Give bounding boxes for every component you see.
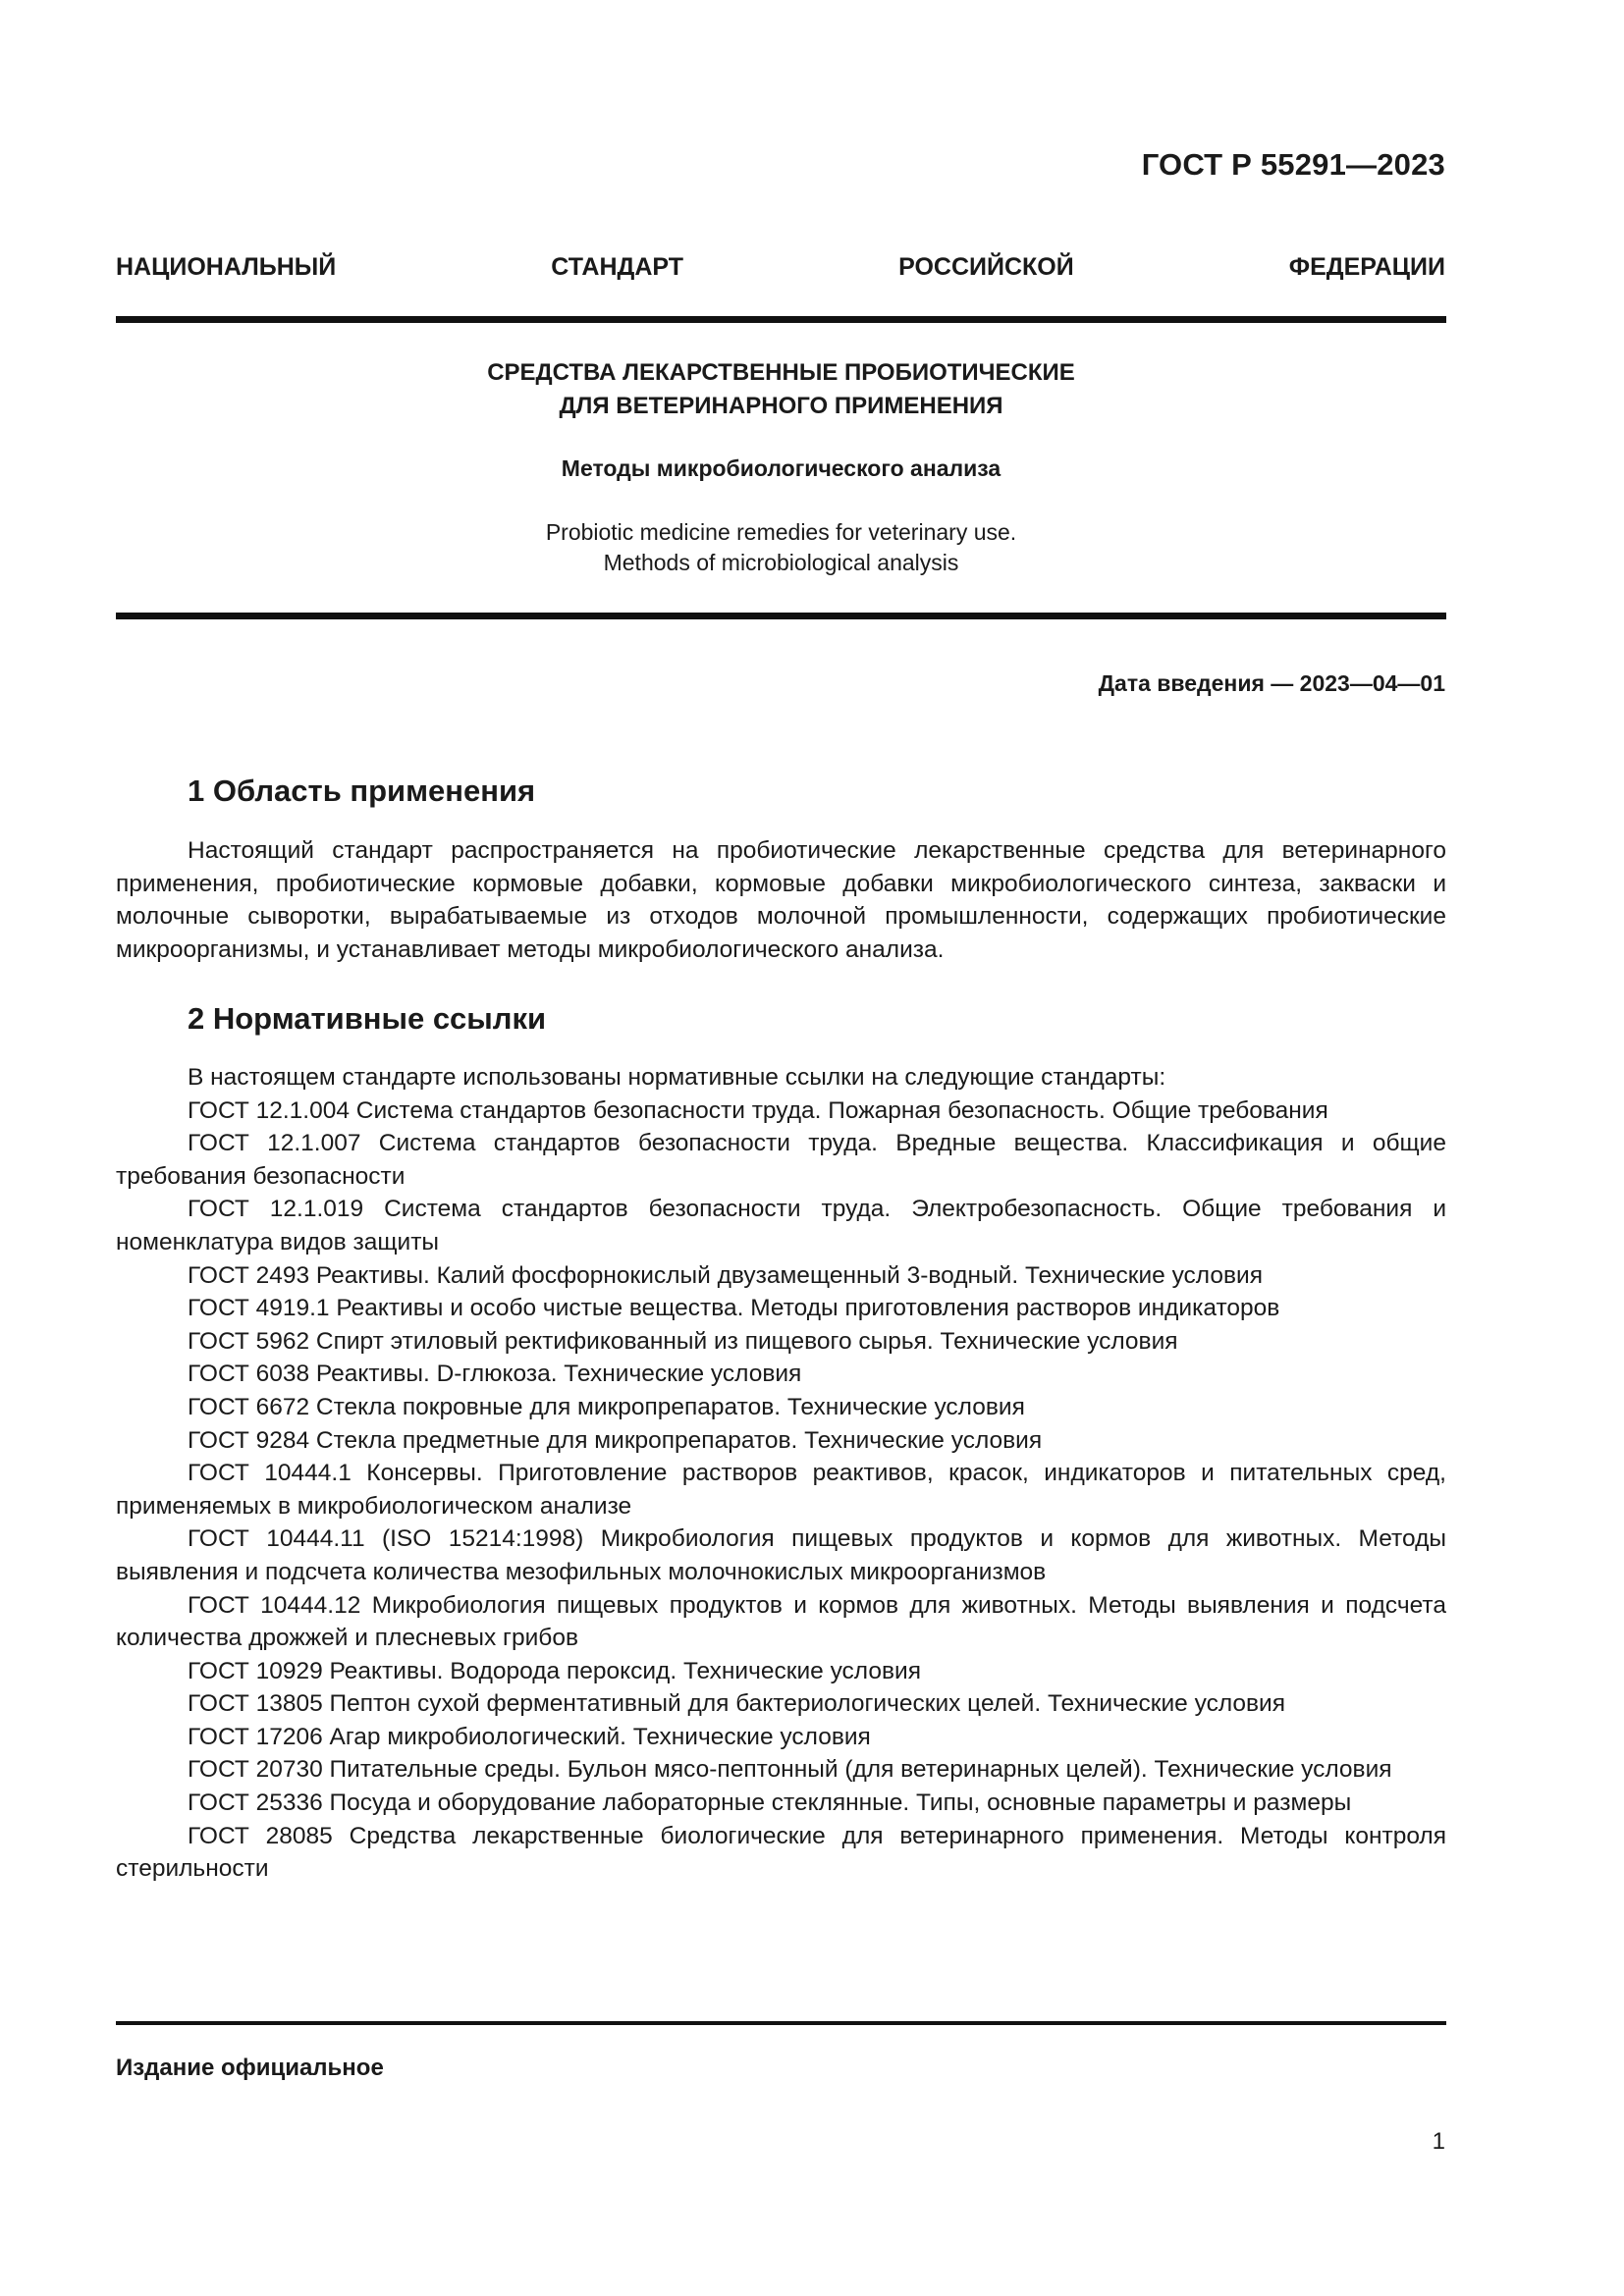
- document-subtitle: Методы микробиологического анализа: [561, 455, 1001, 481]
- reference-item: ГОСТ 4919.1 Реактивы и особо чистые вещества. Методы приготовления растворов индикаторов: [188, 1295, 1280, 1322]
- section-2-heading: 2 Нормативные ссылки: [188, 1001, 547, 1036]
- official-edition-label: Издание официальное: [116, 2055, 384, 2081]
- reference-item: ГОСТ 2493 Реактивы. Калий фосфорнокислый двузамещенный 3-водный. Технические условия: [188, 1261, 1263, 1289]
- reference-item: ГОСТ 9284 Стекла предметные для микропрепаратов. Технические условия: [188, 1426, 1043, 1454]
- reference-item: ГОСТ 12.1.007 Система стандартов безопасности труда. Вредные вещества. Классификация и общие требования безопасности: [116, 1130, 1446, 1190]
- reference-item: ГОСТ 10444.11 (ISO 15214:1998) Микробиология пищевых продуктов и кормов для животных. Методы выявления и подсчета количества мезофильных молочнокислых микроорганизмов: [116, 1525, 1446, 1585]
- introduction-date: Дата введения — 2023—04—01: [1098, 670, 1445, 696]
- title-bottom-divider: [116, 613, 1446, 619]
- reference-item: ГОСТ 13805 Пептон сухой ферментативный для бактериологических целей. Технические условия: [188, 1690, 1285, 1718]
- scope-paragraph: Настоящий стандарт распространяется на пробиотические лекарственные средства для ветеринарного применения, пробиотические кормовые добавки, кормовые добавки микробиологического синтеза, закваски и молочные сыворотки, вырабатываемые из отходов молочной промышленности, содержащих пробиотические микроорганизмы, и устанавливает методы микробиологического анализа.: [116, 837, 1446, 963]
- normative-references: [116, 1061, 1446, 1886]
- reference-item: ГОСТ 25336 Посуда и оборудование лабораторные стеклянные. Типы, основные параметры и размеры: [188, 1789, 1352, 1817]
- reference-item: ГОСТ 28085 Средства лекарственные биологические для ветеринарного применения. Методы контроля стерильности: [116, 1822, 1446, 1883]
- footer-divider: [116, 2021, 1446, 2025]
- references-intro: В настоящем стандарте использованы нормативные ссылки на следующие стандарты:: [188, 1064, 1166, 1091]
- document-title: [116, 356, 1446, 423]
- reference-item: ГОСТ 12.1.019 Система стандартов безопасности труда. Электробезопасность. Общие требования и номенклатура видов защиты: [116, 1196, 1446, 1255]
- reference-item: ГОСТ 20730 Питательные среды. Бульон мясо-пептонный (для ветеринарных целей). Технические условия: [188, 1756, 1392, 1784]
- national-standard-title: НАЦИОНАЛЬНЫЙ СТАНДАРТ РОССИЙСКОЙ ФЕДЕРАЦИИ: [116, 253, 1445, 281]
- document-title-line-1: СРЕДСТВА ЛЕКАРСТВЕННЫЕ ПРОБИОТИЧЕСКИЕ: [487, 359, 1075, 386]
- reference-item: ГОСТ 17206 Агар микробиологический. Технические условия: [188, 1723, 871, 1750]
- standard-number: ГОСТ Р 55291—2023: [1141, 147, 1445, 182]
- page-number: 1: [1432, 2128, 1445, 2155]
- section-1-heading: 1 Область применения: [188, 774, 536, 808]
- document-title-line-2: ДЛЯ ВЕТЕРИНАРНОГО ПРИМЕНЕНИЯ: [559, 393, 1003, 419]
- top-divider: [116, 316, 1446, 323]
- reference-item: ГОСТ 12.1.004 Система стандартов безопасности труда. Пожарная безопасность. Общие требования: [188, 1096, 1328, 1124]
- reference-item: ГОСТ 6038 Реактивы. D-глюкоза. Технические условия: [188, 1361, 802, 1388]
- reference-item: ГОСТ 10444.1 Консервы. Приготовление растворов реактивов, красок, индикаторов и питательных сред, применяемых в микробиологическом анализе: [116, 1460, 1446, 1520]
- reference-item: ГОСТ 6672 Стекла покровные для микропрепаратов. Технические условия: [188, 1393, 1025, 1420]
- section-1-body: [116, 834, 1446, 966]
- english-title-line-2: Methods of microbiological analysis: [603, 550, 959, 575]
- reference-item: ГОСТ 10444.12 Микробиология пищевых продуктов и кормов для животных. Методы выявления и подсчета количества дрожжей и плесневых грибов: [116, 1591, 1446, 1652]
- english-title-line-1: Probiotic medicine remedies for veterinary use.: [545, 519, 1017, 545]
- english-title: [116, 517, 1446, 578]
- reference-item: ГОСТ 10929 Реактивы. Водорода пероксид. Технические условия: [188, 1657, 921, 1684]
- reference-item: ГОСТ 5962 Спирт этиловый ректификованный из пищевого сырья. Технические условия: [188, 1327, 1178, 1355]
